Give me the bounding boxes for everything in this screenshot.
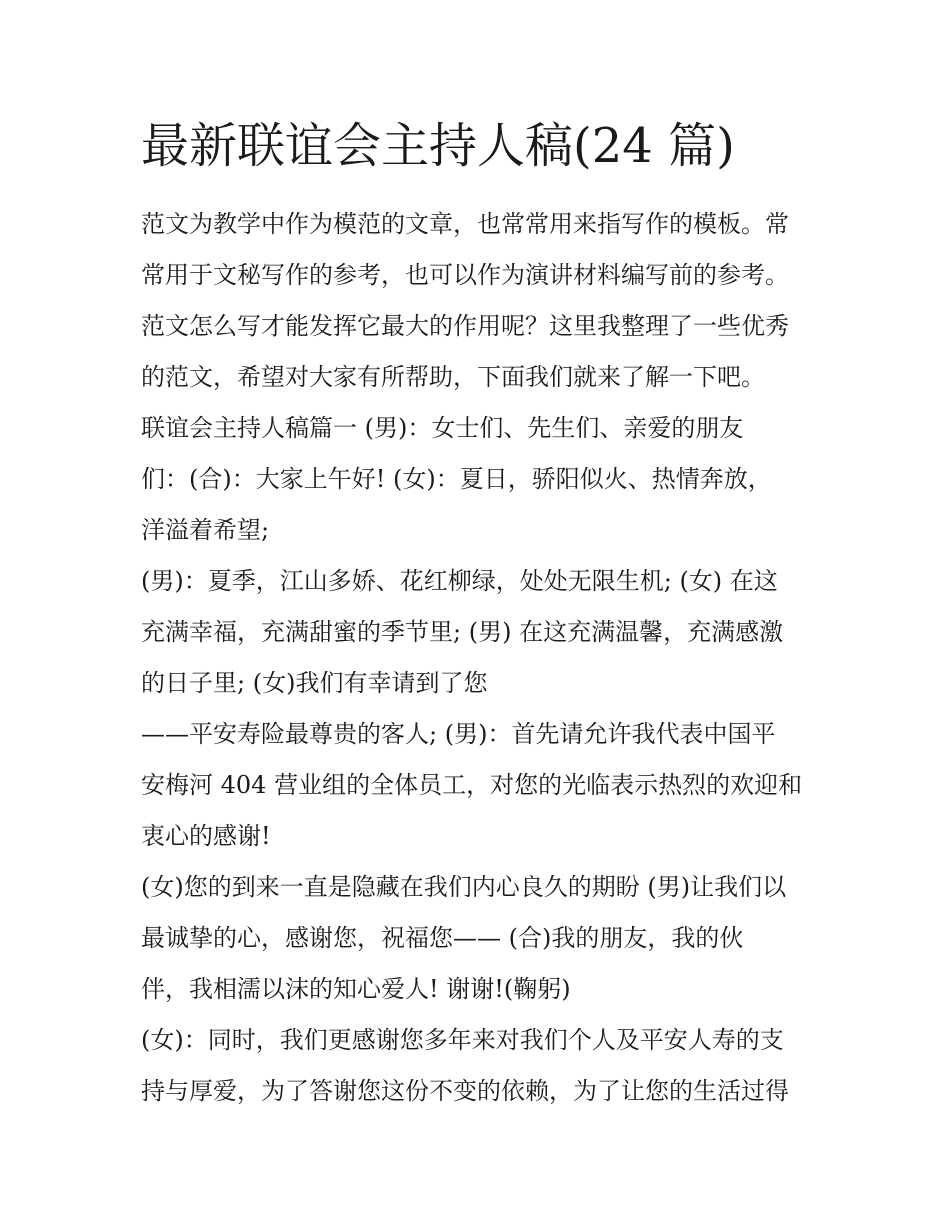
document-body <box>141 199 821 1117</box>
body-line: ——平安寿险最尊贵的客人; (男)：首先请允许我代表中国平 <box>141 720 776 748</box>
body-line: 联谊会主持人稿篇一 (男)：女士们、先生们、亲爱的朋友 <box>141 414 744 442</box>
body-line: 范文怎么写才能发挥它最大的作用呢？这里我整理了一些优秀 <box>141 312 789 340</box>
body-line: 的日子里; (女)我们有幸请到了您 <box>141 669 488 697</box>
body-line: (女)您的到来一直是隐藏在我们内心良久的期盼 (男)让我们以 <box>141 873 787 901</box>
body-line: 洋溢着希望; <box>141 516 270 544</box>
body-line: 衷心的感谢! <box>141 822 271 850</box>
body-line: 常用于文秘写作的参考，也可以作为演讲材料编写前的参考。 <box>141 261 789 289</box>
body-line: 最诚挚的心，感谢您，祝福您—— (合)我的朋友，我的伙 <box>141 924 744 952</box>
body-line: 们：(合)：大家上午好! (女)：夏日，骄阳似火、热情奔放， <box>141 465 772 493</box>
body-line: 安梅河 404 营业组的全体员工，对您的光临表示热烈的欢迎和 <box>141 771 803 799</box>
body-line: (男)：夏季，江山多娇、花红柳绿，处处无限生机; (女) 在这 <box>141 567 778 595</box>
body-line: 伴，我相濡以沫的知心爱人! 谢谢!(鞠躬) <box>141 975 571 1003</box>
body-line: 范文为教学中作为模范的文章，也常常用来指写作的模板。常 <box>141 210 789 238</box>
body-line: (女)：同时，我们更感谢您多年来对我们个人及平安人寿的支 <box>141 1026 784 1054</box>
body-line: 的范文，希望对大家有所帮助，下面我们就来了解一下吧。 <box>141 363 765 391</box>
document-title: 最新联谊会主持人稿(24 篇) <box>141 118 735 174</box>
body-line: 充满幸福，充满甜蜜的季节里; (男) 在这充满温馨，充满感激 <box>141 618 784 646</box>
body-line: 持与厚爱，为了答谢您这份不变的依赖，为了让您的生活过得 <box>141 1077 789 1105</box>
